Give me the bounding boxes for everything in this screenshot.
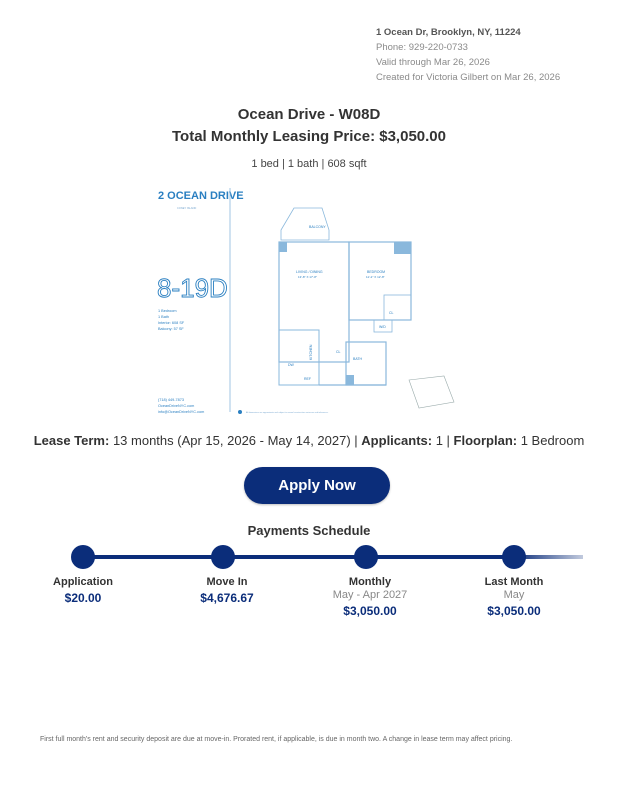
- payment-step-application: Application $20.00: [18, 576, 148, 606]
- unit-specs: 1 bed | 1 bath | 608 sqft: [251, 158, 367, 170]
- applicants-label: Applicants:: [361, 433, 433, 448]
- apply-now-button[interactable]: Apply Now: [244, 467, 390, 504]
- unit-title: Ocean Drive - W08D: [237, 106, 381, 123]
- payment-amount: $3,050.00: [487, 604, 541, 618]
- svg-text:11'-2" X 12'-8": 11'-2" X 12'-8": [366, 275, 385, 279]
- valid-through: Valid through Mar 26, 2026: [376, 57, 490, 68]
- applicants-value: 1 |: [432, 433, 454, 448]
- svg-text:CL: CL: [336, 350, 341, 354]
- footnote: First full month's rent and security deposit are due at move-in. Prorated rent, if applicable, is due in month two. A change in lease term may affect pricing.: [40, 736, 513, 743]
- svg-text:All dimensions are approximate: All dimensions are approximate and subject to normal construction variances and tolerances.: [246, 412, 329, 414]
- svg-text:(718) 449-7873: (718) 449-7873: [158, 398, 184, 402]
- timeline-dot-last-month: [502, 545, 526, 569]
- floorplan-label: Floorplan:: [453, 433, 518, 448]
- unit-code: 8-19D: [157, 273, 228, 303]
- floorplan-value: 1 Bedroom: [517, 433, 585, 448]
- payments-timeline: [0, 543, 618, 573]
- svg-text:W/D: W/D: [379, 325, 386, 329]
- payment-amount: $20.00: [64, 591, 102, 605]
- svg-text:CONEY ISLAND: CONEY ISLAND: [177, 207, 197, 210]
- payment-amount: $4,676.67: [200, 591, 254, 605]
- lease-summary: [0, 433, 618, 448]
- timeline-dot-monthly: [354, 545, 378, 569]
- listing-title-block: [0, 104, 618, 170]
- payment-step-move-in: Move In $4,676.67: [162, 576, 292, 606]
- timeline-dot-application: [71, 545, 95, 569]
- floorplan-image: [144, 180, 472, 420]
- svg-text:KITCHEN: KITCHEN: [309, 344, 313, 360]
- svg-text:info@OceanDriveNYC.com: info@OceanDriveNYC.com: [158, 410, 205, 414]
- lease-term-value: 13 months (Apr 15, 2026 - May 14, 2027) |: [109, 433, 362, 448]
- svg-text:REF: REF: [304, 377, 311, 381]
- svg-text:DW: DW: [288, 363, 294, 367]
- svg-text:OceanDriveNYC.com: OceanDriveNYC.com: [158, 404, 195, 408]
- monthly-price: Total Monthly Leasing Price: $3,050.00: [172, 128, 446, 145]
- svg-text:1 Bedroom: 1 Bedroom: [158, 309, 177, 313]
- svg-text:Interior: 608 SF: Interior: 608 SF: [158, 321, 185, 325]
- created-for: Created for Victoria Gilbert on Mar 26, 2026: [376, 72, 561, 83]
- payment-step-monthly: Monthly May - Apr 2027 $3,050.00: [305, 576, 435, 619]
- payment-amount: $3,050.00: [343, 604, 397, 618]
- address: 1 Ocean Dr, Brooklyn, NY, 11224: [376, 27, 521, 38]
- payments-schedule-title: Payments Schedule: [247, 523, 371, 538]
- svg-text:LIVING / DINING: LIVING / DINING: [296, 270, 323, 274]
- timeline-dot-move-in: [211, 545, 235, 569]
- listing-header-info: [376, 25, 560, 85]
- phone: Phone: 929-220-0733: [376, 42, 468, 53]
- svg-text:CL: CL: [389, 311, 394, 315]
- svg-text:BATH: BATH: [353, 357, 363, 361]
- svg-text:BEDROOM: BEDROOM: [367, 270, 386, 274]
- svg-text:13'-8" X 17'-8": 13'-8" X 17'-8": [298, 275, 317, 279]
- brand-logo: 2 OCEAN DRIVE: [158, 190, 244, 202]
- svg-text:1 Bath: 1 Bath: [158, 315, 169, 319]
- lease-term-label: Lease Term:: [33, 433, 110, 448]
- svg-text:Balcony: 57 SF: Balcony: 57 SF: [158, 327, 184, 331]
- svg-text:BALCONY: BALCONY: [309, 225, 326, 229]
- payment-step-last-month: Last Month May $3,050.00: [449, 576, 579, 619]
